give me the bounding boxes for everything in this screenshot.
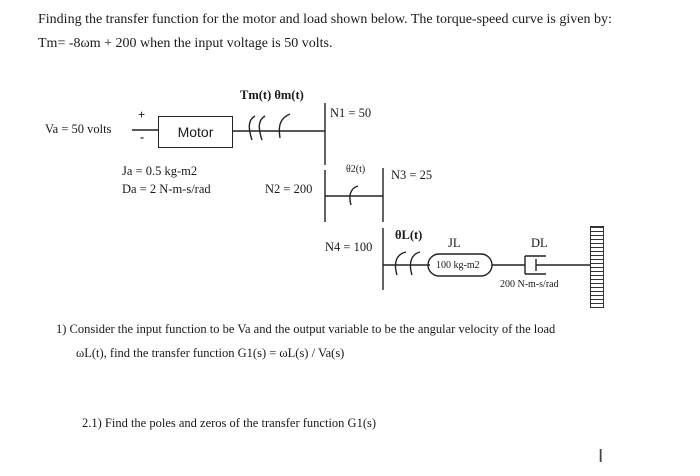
torque-arrow-1 <box>249 116 255 140</box>
torque-arrow-2 <box>259 116 265 140</box>
thetaL-arrow <box>395 252 406 275</box>
dl-label: DL <box>531 236 548 250</box>
theta2-label: θ2(t) <box>346 164 366 175</box>
ja-label: Ja = 0.5 kg-m2 <box>122 164 198 178</box>
n3-label: N3 = 25 <box>391 168 433 182</box>
torque-arrow-3 <box>279 114 290 138</box>
da-label: Da = 2 N-m-s/rad <box>122 182 211 196</box>
jl-value: 100 kg-m2 <box>436 260 480 271</box>
question-1-line2: ωL(t), find the transfer function G1(s) = ωL(s) / Va(s) <box>76 346 345 360</box>
dl-value: 200 N-m-s/rad <box>500 279 559 290</box>
thetaL-arrow-2 <box>410 252 420 275</box>
thetaL-label: θL(t) <box>395 228 423 242</box>
plus-sign: + <box>138 108 146 122</box>
problem-intro-line1: Finding the transfer function for the motor and load shown below. The torque-speed curve is given by: <box>38 12 612 27</box>
problem-intro-line2: Tm= -8ωm + 200 when the input voltage is 50 volts. <box>38 36 333 51</box>
question-1-line1: 1) Consider the input function to be Va and the output variable to be the angular velocity of the load <box>56 322 556 336</box>
motor-block <box>158 116 233 148</box>
n1-label: N1 = 50 <box>330 106 372 120</box>
n2-label: N2 = 200 <box>265 182 313 196</box>
n4-label: N4 = 100 <box>325 240 373 254</box>
jl-label: JL <box>448 236 461 250</box>
question-2: 2.1) Find the poles and zeros of the transfer function G1(s) <box>82 416 377 430</box>
motor-torque-label: Tm(t) θm(t) <box>240 88 304 102</box>
input-voltage-label: Va = 50 volts <box>45 122 112 136</box>
minus-sign: - <box>140 130 145 144</box>
ground-wall <box>590 226 604 308</box>
text-cursor-icon: I <box>598 446 604 467</box>
motor-label: Motor <box>177 124 214 140</box>
